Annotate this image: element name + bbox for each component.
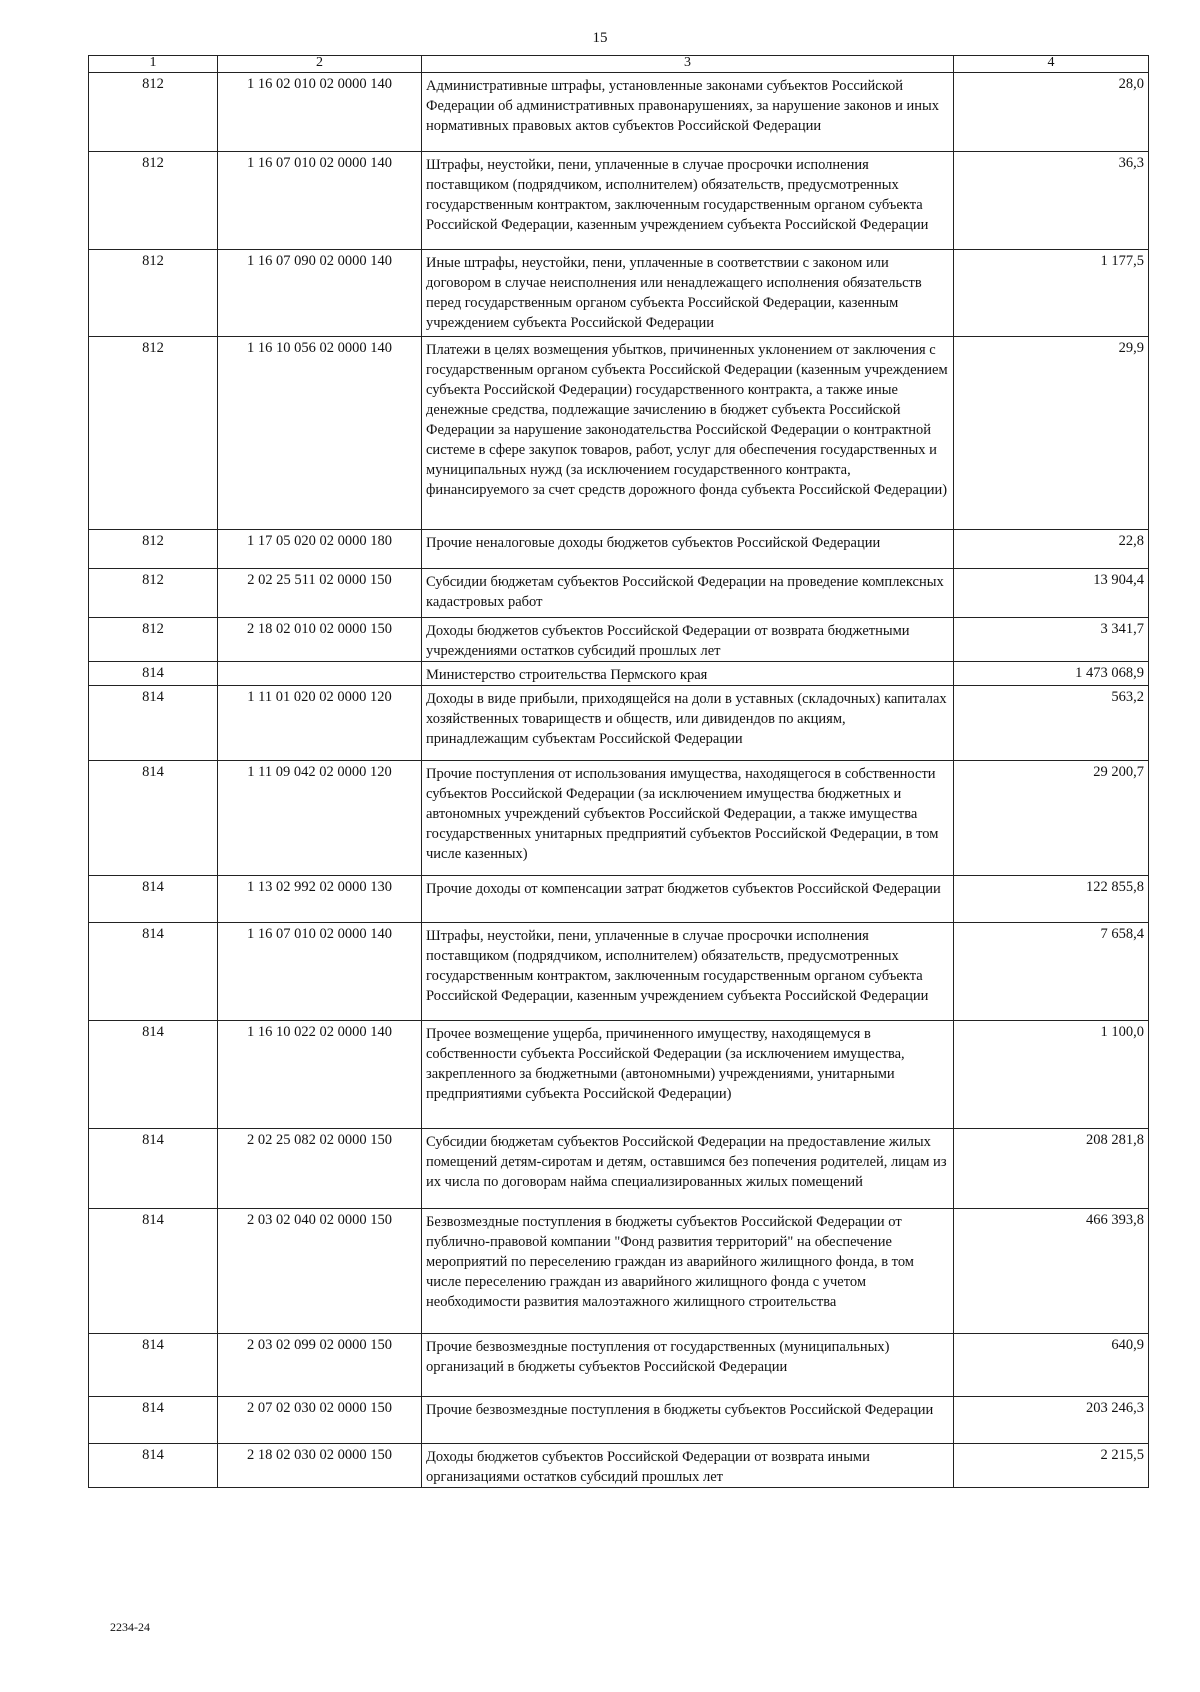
- budget-code-cell: [218, 250, 422, 337]
- revenue-name-cell: [422, 530, 954, 569]
- revenue-name-cell: [422, 1334, 954, 1397]
- table-row: [89, 686, 1149, 761]
- table-row: [89, 569, 1149, 618]
- admin-code-cell-text: 814: [142, 1337, 164, 1353]
- admin-code-cell-text: 814: [142, 1447, 164, 1463]
- header-row: [89, 56, 1149, 73]
- budget-code-cell: [218, 569, 422, 618]
- budget-code-cell-text: 1 16 07 090 02 0000 140: [247, 253, 392, 269]
- admin-code-cell: [89, 73, 218, 152]
- budget-code-cell-text: 2 18 02 030 02 0000 150: [247, 1447, 392, 1463]
- table-row: [89, 337, 1149, 530]
- table-row: [89, 250, 1149, 337]
- admin-code-cell-text: 812: [142, 253, 164, 269]
- revenue-name-cell-text: Прочие поступления от использования имущества, находящегося в собственности субъектов Российской Федерации (за исключением имущества бюджетных и автономных учреждений субъектов Российской Федерации, а также имущества государственных унитарных предприятий субъектов Российской Федерации, в том числе казенных): [426, 766, 939, 862]
- budget-code-cell: [218, 1334, 422, 1397]
- budget-code-cell: [218, 152, 422, 250]
- amount-cell-text: 466 393,8: [1086, 1212, 1144, 1228]
- revenue-name-cell-text: Прочие безвозмездные поступления от государственных (муниципальных) организаций в бюджеты субъектов Российской Федерации: [426, 1339, 890, 1375]
- table-row: [89, 152, 1149, 250]
- amount-cell-text: 563,2: [1111, 689, 1144, 705]
- amount-cell-text: 36,3: [1118, 155, 1144, 171]
- document-code: 2234-24: [110, 1620, 150, 1634]
- amount-cell-text: 203 246,3: [1086, 1400, 1144, 1416]
- revenue-name-cell-text: Субсидии бюджетам субъектов Российской Федерации на проведение комплексных кадастровых работ: [426, 574, 944, 610]
- revenue-name-cell-text: Безвозмездные поступления в бюджеты субъектов Российской Федерации от публично-правовой компании "Фонд развития территорий" на обеспечение мероприятий по переселению граждан из аварийного жилищного фонда, в том числе переселению граждан из аварийного жилищного фонда с учетом необходимости развития малоэтажного жилищного строительства: [426, 1214, 914, 1310]
- budget-code-cell: [218, 923, 422, 1021]
- admin-code-cell-text: 814: [142, 665, 164, 681]
- revenue-name-cell: [422, 1397, 954, 1444]
- amount-cell: [954, 337, 1149, 530]
- amount-cell-text: 1 177,5: [1100, 253, 1144, 269]
- amount-cell: [954, 686, 1149, 761]
- admin-code-cell: [89, 618, 218, 662]
- amount-cell: [954, 250, 1149, 337]
- admin-code-cell: [89, 686, 218, 761]
- table-row: [89, 662, 1149, 686]
- amount-cell: [954, 1209, 1149, 1334]
- revenue-name-cell: [422, 923, 954, 1021]
- budget-code-cell-text: 1 16 07 010 02 0000 140: [247, 926, 392, 942]
- admin-code-cell: [89, 876, 218, 923]
- revenue-name-cell: [422, 1021, 954, 1129]
- amount-cell: [954, 761, 1149, 876]
- admin-code-cell-text: 812: [142, 340, 164, 356]
- amount-cell: [954, 923, 1149, 1021]
- amount-cell: [954, 1397, 1149, 1444]
- budget-code-cell-text: 1 16 10 022 02 0000 140: [247, 1024, 392, 1040]
- admin-code-cell: [89, 1129, 218, 1209]
- revenue-name-cell-text: Доходы бюджетов субъектов Российской Федерации от возврата иными организациями остатков субсидий прошлых лет: [426, 1449, 870, 1485]
- admin-code-cell: [89, 1397, 218, 1444]
- budget-code-cell: [218, 1021, 422, 1129]
- table-row: [89, 1209, 1149, 1334]
- amount-cell: [954, 530, 1149, 569]
- revenue-name-cell: [422, 569, 954, 618]
- amount-cell-text: 29 200,7: [1093, 764, 1144, 780]
- table-header: [89, 56, 1149, 73]
- admin-code-cell-text: 814: [142, 1212, 164, 1228]
- admin-code-cell: [89, 337, 218, 530]
- revenue-name-cell: [422, 876, 954, 923]
- page-number: 15: [592, 30, 608, 46]
- admin-code-cell: [89, 569, 218, 618]
- admin-code-cell: [89, 761, 218, 876]
- budget-code-cell-text: 2 03 02 099 02 0000 150: [247, 1337, 392, 1353]
- revenue-name-cell: [422, 152, 954, 250]
- revenue-name-cell-text: Министерство строительства Пермского края: [426, 667, 708, 683]
- amount-cell-text: 1 100,0: [1100, 1024, 1144, 1040]
- admin-code-cell: [89, 1334, 218, 1397]
- admin-code-cell-text: 814: [142, 926, 164, 942]
- revenue-name-cell: [422, 1129, 954, 1209]
- budget-code-cell-text: 2 02 25 511 02 0000 150: [247, 572, 392, 588]
- admin-code-cell: [89, 662, 218, 686]
- amount-cell: [954, 73, 1149, 152]
- revenue-name-cell: [422, 686, 954, 761]
- revenue-name-cell: [422, 1444, 954, 1488]
- revenue-table: [88, 55, 1149, 1488]
- admin-code-cell-text: 814: [142, 1400, 164, 1416]
- admin-code-cell: [89, 152, 218, 250]
- budget-code-cell: [218, 337, 422, 530]
- amount-cell-text: 2 215,5: [1100, 1447, 1144, 1463]
- revenue-name-cell-text: Штрафы, неустойки, пени, уплаченные в случае просрочки исполнения поставщиком (подрядчиком, исполнителем) обязательств, предусмотренных государственным контрактом, заключенным государственным органом субъекта Российской Федерации, казенным учреждением субъекта Российской Федерации: [426, 928, 929, 1004]
- amount-cell-text: 1 473 068,9: [1075, 665, 1144, 681]
- admin-code-cell-text: 812: [142, 533, 164, 549]
- admin-code-cell-text: 814: [142, 689, 164, 705]
- budget-code-cell-text: 1 16 10 056 02 0000 140: [247, 340, 392, 356]
- revenue-name-cell: [422, 761, 954, 876]
- admin-code-cell-text: 814: [142, 764, 164, 780]
- revenue-name-cell-text: Субсидии бюджетам субъектов Российской Федерации на предоставление жилых помещений детям-сиротам и детям, оставшимся без попечения родителей, лицам из их числа по договорам найма специализированных жилых помещений: [426, 1134, 947, 1190]
- budget-code-cell: [218, 1444, 422, 1488]
- revenue-name-cell-text: Прочие доходы от компенсации затрат бюджетов субъектов Российской Федерации: [426, 881, 941, 897]
- budget-code-cell: [218, 1209, 422, 1334]
- amount-cell: [954, 1444, 1149, 1488]
- revenue-name-cell: [422, 662, 954, 686]
- table-row: [89, 1129, 1149, 1209]
- table-row: [89, 761, 1149, 876]
- amount-cell: [954, 1129, 1149, 1209]
- admin-code-cell: [89, 1209, 218, 1334]
- revenue-name-cell-text: Административные штрафы, установленные законами субъектов Российской Федерации об административных правонарушениях, за нарушение законов и иных нормативных правовых актов субъектов Российской Федерации: [426, 78, 940, 134]
- budget-code-cell-text: 2 18 02 010 02 0000 150: [247, 621, 392, 637]
- column-header-2: 2: [218, 56, 422, 73]
- column-header-4: 4: [954, 56, 1149, 73]
- budget-code-cell: [218, 73, 422, 152]
- amount-cell-text: 208 281,8: [1086, 1132, 1144, 1148]
- revenue-name-cell-text: Прочие неналоговые доходы бюджетов субъектов Российской Федерации: [426, 535, 881, 551]
- admin-code-cell-text: 812: [142, 621, 164, 637]
- amount-cell-text: 28,0: [1118, 76, 1144, 92]
- table-row: [89, 1397, 1149, 1444]
- budget-code-cell: [218, 876, 422, 923]
- table-body: [89, 73, 1149, 1488]
- budget-code-cell-text: [218, 662, 421, 663]
- admin-code-cell: [89, 250, 218, 337]
- budget-code-cell-text: 1 17 05 020 02 0000 180: [247, 533, 392, 549]
- table-row: [89, 530, 1149, 569]
- budget-code-cell-text: 1 13 02 992 02 0000 130: [247, 879, 392, 895]
- amount-cell: [954, 876, 1149, 923]
- column-header-1: 1: [89, 56, 218, 73]
- table-row: [89, 618, 1149, 662]
- table-row: [89, 73, 1149, 152]
- column-header-3: 3: [422, 56, 954, 73]
- budget-code-cell: [218, 662, 422, 686]
- amount-cell-text: 13 904,4: [1093, 572, 1144, 588]
- admin-code-cell: [89, 923, 218, 1021]
- admin-code-cell-text: 814: [142, 1024, 164, 1040]
- amount-cell: [954, 1334, 1149, 1397]
- table-row: [89, 1444, 1149, 1488]
- budget-code-cell-text: 2 03 02 040 02 0000 150: [247, 1212, 392, 1228]
- budget-code-cell-text: 1 11 09 042 02 0000 120: [247, 764, 392, 780]
- budget-code-cell: [218, 530, 422, 569]
- amount-cell-text: 3 341,7: [1100, 621, 1144, 637]
- amount-cell-text: 29,9: [1118, 340, 1144, 356]
- table-row: [89, 1021, 1149, 1129]
- budget-code-cell-text: 1 16 07 010 02 0000 140: [247, 155, 392, 171]
- amount-cell: [954, 1021, 1149, 1129]
- budget-code-cell: [218, 618, 422, 662]
- budget-code-cell-text: 1 11 01 020 02 0000 120: [247, 689, 392, 705]
- revenue-name-cell-text: Прочее возмещение ущерба, причиненного имуществу, находящемуся в собственности субъекта Российской Федерации (за исключением имущества, закрепленного за бюджетными (автономными) учреждениями, унитарными предприятиями субъекта Российской Федерации): [426, 1026, 905, 1102]
- amount-cell-text: 7 658,4: [1100, 926, 1144, 942]
- amount-cell-text: 640,9: [1111, 1337, 1144, 1353]
- revenue-name-cell-text: Доходы бюджетов субъектов Российской Федерации от возврата бюджетными учреждениями остатков субсидий прошлых лет: [426, 623, 910, 659]
- amount-cell: [954, 662, 1149, 686]
- admin-code-cell-text: 812: [142, 572, 164, 588]
- amount-cell: [954, 152, 1149, 250]
- budget-code-cell: [218, 1129, 422, 1209]
- budget-code-cell: [218, 761, 422, 876]
- revenue-name-cell-text: Платежи в целях возмещения убытков, причиненных уклонением от заключения с государственным органом субъекта Российской Федерации (казенным учреждением субъекта Российской Федерации) государственного контракта, а также иные денежные средства, подлежащие зачислению в бюджет субъекта Российской Федерации за нарушение законодательства Российской Федерации о контрактной системе в сфере закупок товаров, работ, услуг для обеспечения государственных и муниципальных нужд (за исключением государственного контракта, финансируемого за счет средств дорожного фонда субъекта Российской Федерации): [426, 342, 948, 498]
- budget-code-cell: [218, 1397, 422, 1444]
- table-row: [89, 876, 1149, 923]
- revenue-name-cell-text: Штрафы, неустойки, пени, уплаченные в случае просрочки исполнения поставщиком (подрядчиком, исполнителем) обязательств, предусмотренных государственным контрактом, заключенным государственным органом субъекта Российской Федерации, казенным учреждением субъекта Российской Федерации: [426, 157, 929, 233]
- revenue-name-cell: [422, 1209, 954, 1334]
- revenue-name-cell: [422, 73, 954, 152]
- admin-code-cell-text: 812: [142, 76, 164, 92]
- amount-cell-text: 22,8: [1118, 533, 1144, 549]
- revenue-name-cell-text: Доходы в виде прибыли, приходящейся на доли в уставных (складочных) капиталах хозяйственных товариществ и обществ, или дивидендов по акциям, принадлежащим субъектам Российской Федерации: [426, 691, 947, 747]
- amount-cell-text: 122 855,8: [1086, 879, 1144, 895]
- admin-code-cell: [89, 1444, 218, 1488]
- amount-cell: [954, 569, 1149, 618]
- table-row: [89, 1334, 1149, 1397]
- revenue-name-cell: [422, 618, 954, 662]
- admin-code-cell: [89, 1021, 218, 1129]
- budget-code-cell-text: 2 07 02 030 02 0000 150: [247, 1400, 392, 1416]
- revenue-name-cell-text: Иные штрафы, неустойки, пени, уплаченные в соответствии с законом или договором в случае неисполнения или ненадлежащего исполнения обязательств перед государственным органом субъекта Российской Федерации, казенным учреждением субъекта Российской Федерации: [426, 255, 922, 331]
- budget-code-cell-text: 2 02 25 082 02 0000 150: [247, 1132, 392, 1148]
- revenue-name-cell: [422, 250, 954, 337]
- revenue-name-cell-text: Прочие безвозмездные поступления в бюджеты субъектов Российской Федерации: [426, 1402, 934, 1418]
- budget-code-cell: [218, 686, 422, 761]
- amount-cell: [954, 618, 1149, 662]
- table-row: [89, 923, 1149, 1021]
- admin-code-cell-text: 812: [142, 155, 164, 171]
- revenue-name-cell: [422, 337, 954, 530]
- admin-code-cell: [89, 530, 218, 569]
- admin-code-cell-text: 814: [142, 879, 164, 895]
- admin-code-cell-text: 814: [142, 1132, 164, 1148]
- budget-code-cell-text: 1 16 02 010 02 0000 140: [247, 76, 392, 92]
